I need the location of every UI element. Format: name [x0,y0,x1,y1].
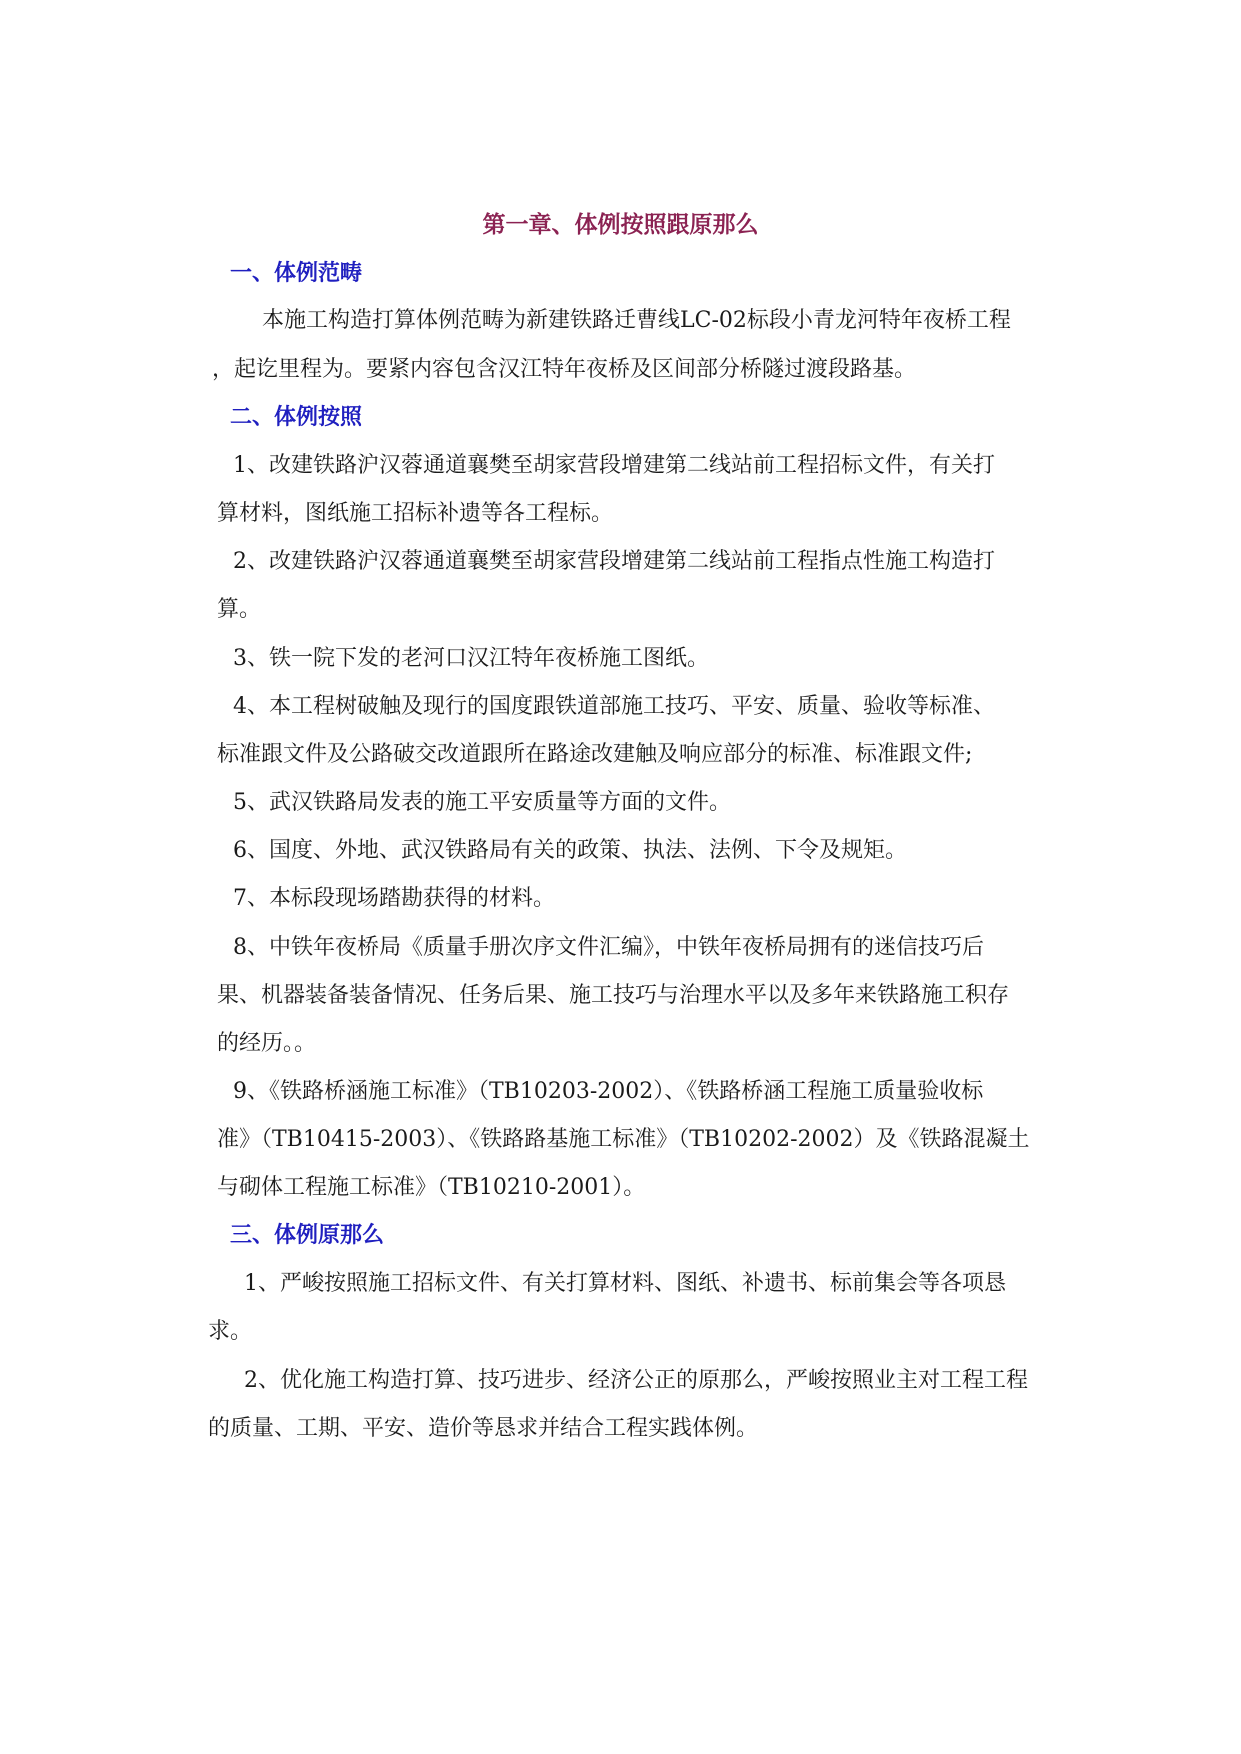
basis-line-14: 9、《铁路桥涵施工标准》（TB10203-2002）、《铁路桥涵工程施工质量验收标 [233,1079,984,1104]
principles-line-4: 的质量、工期、平安、造价等恳求并结合工程实践体例。 [208,1416,759,1441]
basis-line-2: 算材料，图纸施工招标补遗等各工程标。 [217,501,614,526]
basis-line-10: 7、本标段现场踏勘获得的材料。 [233,886,555,911]
basis-line-15: 准》（TB10415-2003）、《铁路路基施工标准》（TB10202-2002）及《铁路混凝土 [217,1127,1030,1152]
basis-line-6: 4、本工程树破触及现行的国度跟铁道部施工技巧、平安、质量、验收等标准、 [233,694,995,719]
basis-line-12: 果、机器装备装备情况、任务后果、施工技巧与治理水平以及多年来铁路施工积存 [217,983,1010,1008]
section-heading-principles: 三、体例原那么 [230,1223,385,1248]
basis-line-16: 与砌体工程施工标准》（TB10210-2001）。 [217,1175,646,1200]
chapter-title: 第一章、体例按照跟原那么 [482,212,759,238]
section-heading-scope: 一、体例范畴 [230,261,363,286]
basis-line-5: 3、铁一院下发的老河口汉江特年夜桥施工图纸。 [233,646,709,671]
basis-line-1: 1、改建铁路沪汉蓉通道襄樊至胡家营段增建第二线站前工程招标文件，有关打 [233,453,995,478]
principles-line-2: 求。 [208,1319,253,1344]
section-heading-basis: 二、体例按照 [230,405,363,430]
principles-line-3: 2、优化施工构造打算、技巧进步、经济公正的原那么，严峻按照业主对工程工程 [244,1368,1028,1393]
scope-line-1: 本施工构造打算体例范畴为新建铁路迁曹线LC-02标段小青龙河特年夜桥工程 [262,308,1011,333]
basis-line-9: 6、国度、外地、武汉铁路局有关的政策、执法、法例、下令及规矩。 [233,838,907,863]
basis-line-3: 2、改建铁路沪汉蓉通道襄樊至胡家营段增建第二线站前工程指点性施工构造打 [233,549,995,574]
scope-line-2: ，起讫里程为。要紧内容包含汉江特年夜桥及区间部分桥隧过渡段路基。 [212,357,917,382]
basis-line-4: 算。 [217,597,262,622]
basis-line-7: 标准跟文件及公路破交改道跟所在路途改建触及响应部分的标准、标准跟文件; [217,742,973,767]
principles-line-1: 1、严峻按照施工招标文件、有关打算材料、图纸、补遗书、标前集会等各项恳 [244,1271,1006,1296]
basis-line-13: 的经历。。 [217,1031,317,1056]
basis-line-11: 8、中铁年夜桥局《质量手册次序文件汇编》，中铁年夜桥局拥有的迷信技巧后 [233,935,984,960]
basis-line-8: 5、武汉铁路局发表的施工平安质量等方面的文件。 [233,790,731,815]
